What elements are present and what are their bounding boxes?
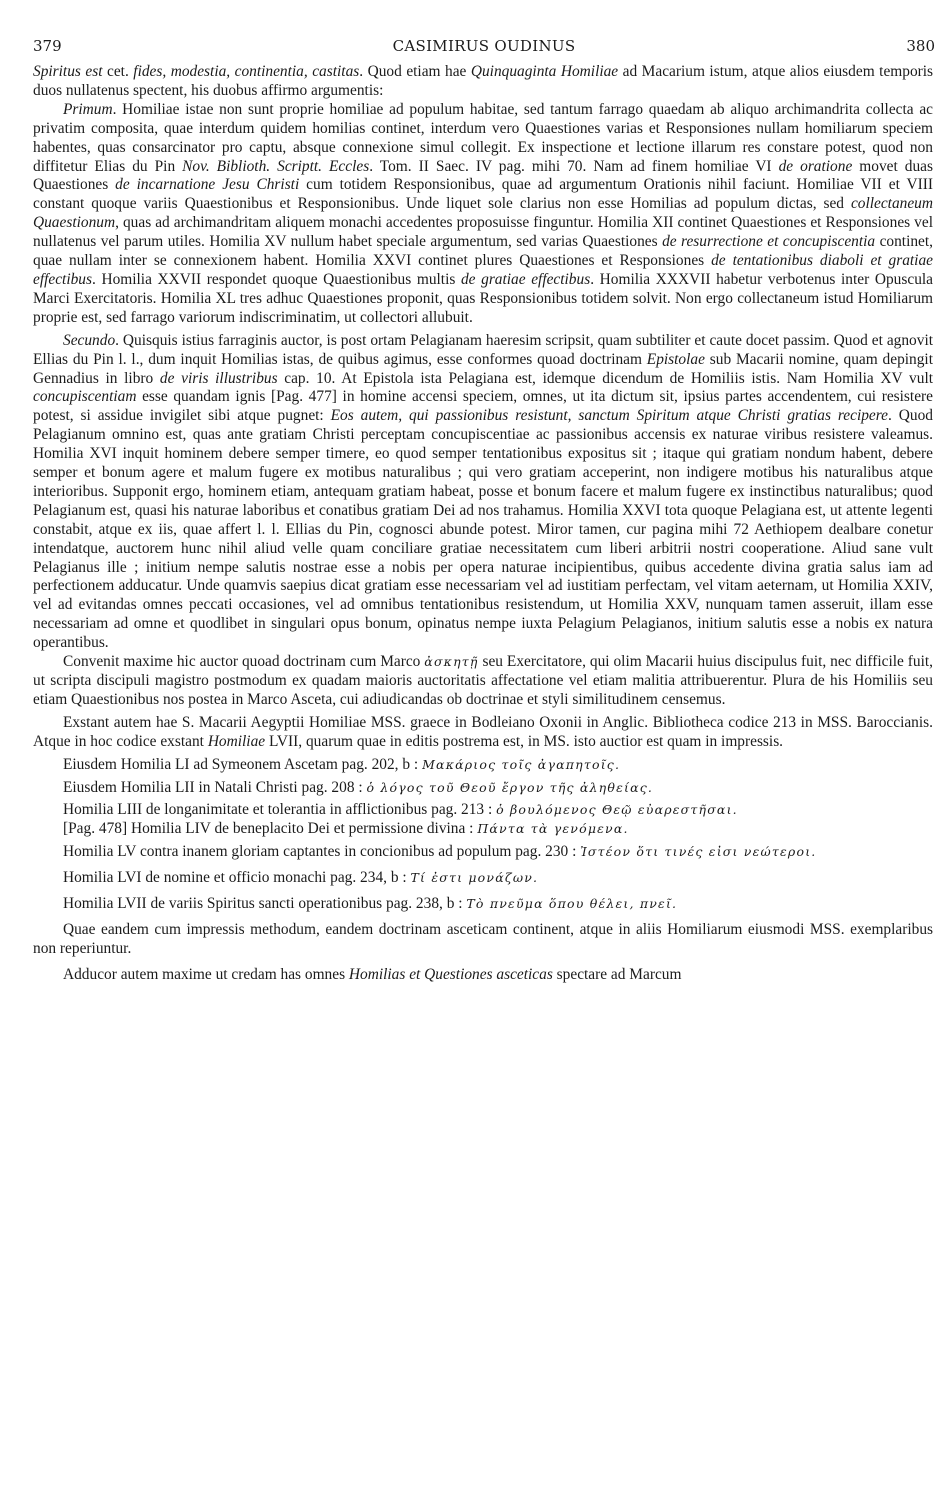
text-run: . Quod etiam hae <box>359 63 471 80</box>
paragraph <box>33 714 933 752</box>
text-run: continet, quae nullam inter se connexionem habent. Homilia XXVI continet plures Quaestiones et Responsiones <box>33 233 933 270</box>
italic-text: de tentationibus diaboli et gratiae effectibus <box>33 252 933 288</box>
manuscript-list-item <box>33 756 933 775</box>
manuscript-list-item <box>33 820 933 839</box>
paragraph <box>33 921 933 959</box>
text-run: esse quandam ignis [Pag. 477] in homine accensi speciem, omnes, ut ita dictum sit, ipsius partes accendentem, cui resistere potest, si assidue invigilet sibi atque pugnet: <box>33 388 933 425</box>
paragraph <box>33 332 933 653</box>
text-run: [Pag. 478] Homilia LIV de beneplacito Dei et permissione divina : <box>63 820 478 838</box>
text-run: cum totidem Responsionibus, quae ad argumentum Orationis nihil faciunt. Homiliae VII et VIII constant quoque variis Quaestionibus et Responsionibus. Unde liquet sole clarius non esse Homilias ad populum dictas, sed <box>33 176 933 213</box>
text-run: . Quisquis istius farraginis auctor, is post ortam Pelagianam haeresim scripsit, quam subtiliter et caute docet passim. Quod et agnovit Ellias du Pin l. l., dum inquit Homilias istas, de quibus agimus, esse conformes quoad doctrinam <box>33 331 933 368</box>
text-run: cet. <box>102 63 134 80</box>
italic-text: Eos autem, qui passionibus resistunt, sanctum Spiritum atque Christi gratias recipere <box>330 407 889 425</box>
text-run: Convenit maxime hic auctor quoad doctrinam cum Marco <box>63 653 425 671</box>
italic-text: de resurrectione et concupiscentia <box>662 233 876 251</box>
text-run: . Quod Pelagianum omnino est, quas ante gratiam Christi perceptam concupiscentiae ac passionibus accensis ex naturae viribus resistere valeamus. Homilia XVI inquit hominem debere semper timere, eo quod semper tentationibus expositus sit ; itaque qui gratiam nondum habent, debere semper et bonum agere et malum fugere ex motibus naturalibus ; qui vero gratiam acceperint, non indigere motibus his naturalibus atque interioribus. Supponit ergo, hominem etiam, antequam gratiam habeat, posse et bonum facere et malum fugere ex instinctibus naturalibus; quod Pelagianum est, quasi his naturae laboribus et conatibus gratiam Dei ad nos trahamus. Homilia XXVI tota quoque Pelagiana est, ut attente legenti constabit, atque ex iis, quae affert l. l. Ellias du Pin, cognosci abunde potest. Miror tamen, cur pagina mihi 72 Aethiopem dealbare conetur intendatque, auctorem hunc nihil aliud velle quam conciliare gratiae necessitatem cum liberi arbitrii nostri cooperatione. Aliud sane vult Pelagianus ille ; initium nempe salutis nostrae esse a nobis per opera naturae incipientibus, quibus accedente divina gratia salus iam ad perfectionem adducatur. Unde quamvis saepius dicat gratiam esse necessariam vel ad iustitiam perfectam, vel vitam aeternam, ut Homilia XXIV, vel ad evitandas omnes peccati occasiones, vel ad omnibus tentationibus resistendum, ut Homilia XXV, nunquam tamen asseruit, illam esse necessariam ad omne et quodlibet in singulari opus bonum, opinatus nempe iuxta Pelagium Pelagianos, initium salutis esse a nobis ex natura operantibus. <box>33 407 933 652</box>
running-header <box>33 37 935 59</box>
manuscript-list-item <box>33 779 933 798</box>
italic-text: Spiritus est <box>33 63 103 80</box>
greek-quotation: ὁ λόγος τοῦ Θεοῦ ἔργον τῆς ἀληθείας. <box>366 779 654 795</box>
text-run: Quae eandem cum impressis methodum, eandem doctrinam asceticam continent, atque in aliis Homiliarum eiusmodi MSS. exemplaribus non reperiuntur. <box>33 920 933 957</box>
text-run: , quas ad archimandritam aliquem monachi accedentes proposuisse finguntur. Homilia XII continet Quaestiones et Responsiones vel nullatenus vel parum utiles. Homilia XV nullum habet speciale argumentum, sed varias Quaestiones <box>33 214 933 251</box>
italic-text: Homiliae <box>207 732 266 750</box>
paragraph <box>33 653 933 710</box>
greek-quotation: Τί ἐστι μονάζων. <box>410 870 539 886</box>
text-run: cap. 10. At Epistola ista Pelagiana est, idemque dicendum de Homiliis istis. Nam Homilia XV vult <box>277 369 934 387</box>
italic-text: de oratione <box>778 157 853 175</box>
italic-text: Nov. Biblioth. Scriptt. Eccles <box>182 157 370 175</box>
italic-text: collectaneum Quaestionum <box>33 195 933 232</box>
text-run: Homilia LV contra inanem gloriam captantes in concionibus ad populum pag. 230 : <box>63 843 581 861</box>
page-number-right: 380 <box>906 37 935 55</box>
text-run: spectare ad Marcum <box>552 965 682 983</box>
text-run: Exstant autem hae S. Macarii Aegyptii Homiliae MSS. graece in Bodleiano Oxonii in Anglic. Bibliotheca codice 213 in MSS. Baroccianis. Atque in hoc codice exstant <box>33 713 933 750</box>
paragraph <box>33 966 933 985</box>
manuscript-list-item <box>33 801 933 820</box>
greek-quotation: Ἰστέον ὅτι τινές εἰσι νεώτεροι. <box>580 844 817 860</box>
text-run: . Homiliae istae non sunt proprie homiliae ad populum habitae, sed tantum farrago quaedam ab aliquo archimandrita collecta ac privatim composita, quae interdum quidem homilias continet, interdum vero Quaestiones varias et Responsiones nullam homiliarum speciem habentes, quas consarcinator pro captu, absque connexione simul collegit. Ex inspectione et lectione illarum res constare potest, quod non diffitetur Elias du Pin <box>33 100 933 175</box>
text-run: LVII, quarum quae in editis postrema est, in MS. isto auctior est quam in impressis. <box>265 732 784 750</box>
italic-text: concupiscentiam <box>33 388 137 406</box>
greek-quotation: ἀσκητῇ <box>424 654 479 670</box>
text-run: Homilia LIII de longanimitate et tolerantia in afflictionibus pag. 213 : <box>63 801 497 819</box>
manuscript-list-item <box>33 843 933 862</box>
greek-quotation: Πάντα τὰ γενόμενα. <box>477 821 629 837</box>
manuscript-list-item <box>33 895 933 914</box>
italic-text: de viris illustribus <box>159 369 278 387</box>
manuscript-list-item <box>33 869 933 888</box>
italic-text: de gratiae effectibus <box>460 270 591 288</box>
running-title: CASIMIRUS OUDINUS <box>392 37 576 55</box>
text-run: sub Macarii nomine, quam depingit Gennadius in libro <box>33 350 933 387</box>
italic-text: Epistolae <box>646 350 705 368</box>
page-body <box>33 63 933 985</box>
italic-text: Homilias et Questiones asceticas <box>348 965 553 983</box>
greek-quotation: Τὸ πνεῦμα ὅπου θέλει, πνεῖ. <box>466 896 678 912</box>
italic-text: Secundo <box>63 331 116 349</box>
text-run: movet duas Quaestiones <box>33 157 933 194</box>
text-run: . Tom. II Saec. IV pag. mihi 70. Nam ad finem homiliae VI <box>369 157 779 175</box>
italic-text: Primum <box>63 100 113 118</box>
greek-quotation: ὁ βουλόμενος Θεῷ εὐαρεστῆσαι. <box>496 802 738 818</box>
text-run: Homilia LVI de nomine et officio monachi pag. 234, b : <box>63 869 411 887</box>
text-run: Eiusdem Homilia LII in Natali Christi pag. 208 : <box>63 778 367 796</box>
text-run: Homilia LVII de variis Spiritus sancti operationibus pag. 238, b : <box>63 895 467 913</box>
italic-text: fides, modestia, continentia, castitas <box>133 63 360 80</box>
text-run: Adducor autem maxime ut credam has omnes <box>63 965 349 983</box>
text-run: . Homilia XXVII respondet quoque Quaestionibus multis <box>91 270 461 288</box>
text-run: seu Exercitatore, qui olim Macarii huius discipulus fuit, nec difficile fuit, ut scripta discipuli magistro postmodum ex quadam maioris auctoritatis affectatione vel etiam malitia attribuerentur. Plura de his Homiliis seu etiam Quaestionibus nos postea in Marco Asceta, cui adiudicandas ob doctrinae et styli similitudinem censemus. <box>33 653 933 708</box>
paragraph <box>33 101 933 328</box>
paragraph <box>33 63 933 101</box>
italic-text: Quinquaginta Homiliae <box>470 63 619 80</box>
italic-text: de incarnatione Jesu Christi <box>115 176 300 194</box>
text-run: ad Macarium istum, atque alios eiusdem temporis duos nullatenus spectent, his duobus affirmo argumentis: <box>33 63 934 99</box>
text-run: . Homilia XXXVII habetur verbotenus inter Opuscula Marci Exercitatoris. Homilia XL tres adhuc Quaestiones proponit, quas Responsionibus totidem solvit. Non ergo collectaneum istud Homiliarum proprie est, sed farrago variorum indiscriminatim, ut collectori allubuit. <box>33 270 933 326</box>
page-number-left: 379 <box>33 37 62 55</box>
greek-quotation: Μακάριος τοῖς ἀγαπητοῖς. <box>422 756 621 772</box>
text-run: Eiusdem Homilia LI ad Symeonem Ascetam pag. 202, b : <box>63 755 423 773</box>
